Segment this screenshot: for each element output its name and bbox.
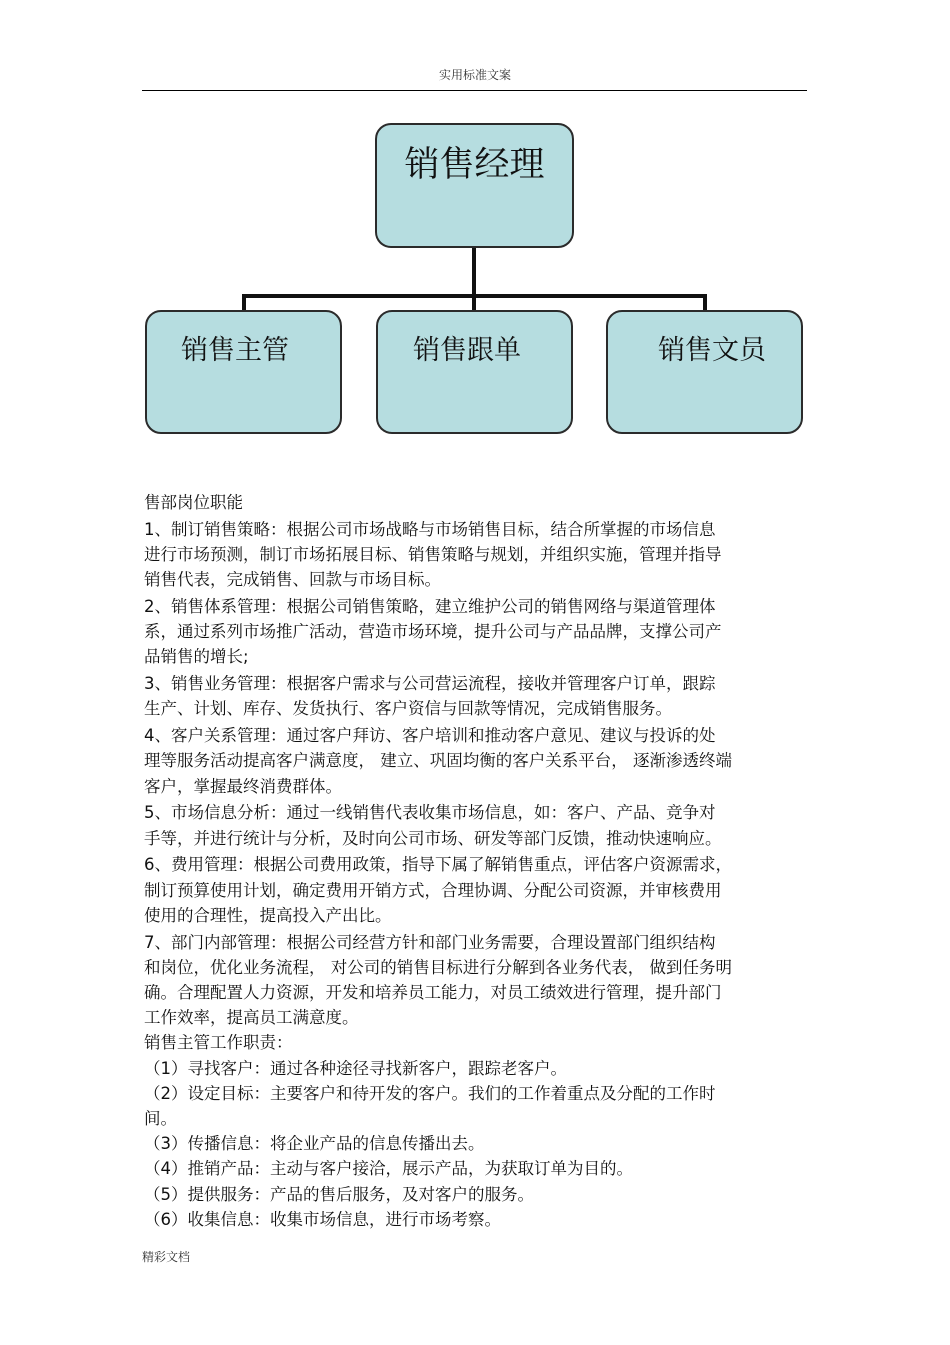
duty-line: 系，通过系列市场推广活动，营造市场环境，提升公司与产品品牌，支撑公司产 [144, 622, 722, 642]
duty-item [144, 800, 809, 850]
org-root-label: 销售经理 [404, 145, 545, 185]
duty-line: 手等，并进行统计与分析，及时向公司市场、研发等部门反馈，推动快速响应。 [144, 828, 722, 848]
duty-line: 销售代表，完成销售、回款与市场目标。 [144, 570, 441, 590]
duty-item [144, 671, 809, 721]
connector-vertical-root [472, 248, 476, 296]
org-box-sales-clerk [606, 310, 803, 434]
supervisor-title: 销售主管工作职责： [144, 1033, 293, 1053]
org-box-root [375, 123, 574, 248]
org-child-label-3: 销售文员 [658, 335, 766, 366]
duty-item [144, 852, 809, 928]
duty-line: 和岗位，优化业务流程， 对公司的销售目标进行分解到各业务代表， 做到任务明 [144, 957, 732, 977]
page-footer-text: 精彩文档 [142, 1250, 191, 1264]
org-box-sales-followup [376, 310, 573, 434]
connector-vertical-right [703, 294, 707, 311]
org-child-label-1: 销售主管 [181, 335, 289, 366]
duty-line: 客户，掌握最终消费群体。 [144, 776, 342, 796]
duty-line: 7、部门内部管理：根据公司经营方针和部门业务需要，合理设置部门组织结构 [144, 932, 716, 952]
duty-line: 使用的合理性，提高投入产出比。 [144, 905, 392, 925]
duty-line: 5、市场信息分析：通过一线销售代表收集市场信息，如：客户、产品、竞争对 [144, 803, 716, 823]
duty-line: 工作效率，提高员工满意度。 [144, 1008, 359, 1028]
org-child-label-2: 销售跟单 [413, 335, 521, 366]
duty-line: 理等服务活动提高客户满意度， 建立、巩固均衡的客户关系平台， 逐渐渗透终端 [144, 751, 732, 771]
page-header-title: 实用标准文案 [438, 68, 511, 82]
duty-line: 品销售的增长; [144, 647, 249, 667]
supervisor-item: （4）推销产品：主动与客户接洽，展示产品，为获取订单为目的。 [144, 1159, 633, 1179]
duty-line: 进行市场预测，制订市场拓展目标、销售策略与规划，并组织实施，管理并指导 [144, 545, 722, 564]
duty-item [144, 594, 809, 670]
duty-line: 3、销售业务管理：根据客户需求与公司营运流程，接收并管理客户订单，跟踪 [144, 674, 716, 694]
connector-vertical-left [242, 294, 246, 311]
supervisor-item: （6）收集信息：收集市场信息，进行市场考察。 [144, 1209, 501, 1229]
org-chart [0, 0, 950, 470]
supervisor-item: （3）传播信息：将企业产品的信息传播出去。 [144, 1134, 485, 1154]
supervisor-item: （1）寻找客户：通过各种途径寻找新客户，跟踪老客户。 [144, 1058, 567, 1078]
connector-vertical-middle [472, 294, 476, 311]
duty-item [144, 723, 809, 799]
duty-line: 1、制订销售策略：根据公司市场战略与市场销售目标，结合所掌握的市场信息 [144, 519, 716, 539]
duty-line: 6、费用管理：根据公司费用政策，指导下属了解销售重点，评估客户资源需求， [144, 855, 732, 875]
supervisor-item: （2）设定目标：主要客户和待开发的客户。我们的工作着重点及分配的工作时 [144, 1083, 716, 1103]
body-text [144, 490, 809, 1232]
duty-line: 4、客户关系管理：通过客户拜访、客户培训和推动客户意见、建议与投诉的处 [144, 726, 716, 746]
duty-item [144, 517, 809, 593]
supervisor-item-continuation: 间。 [144, 1109, 177, 1129]
duty-line: 确。合理配置人力资源，开发和培养员工能力，对员工绩效进行管理，提升部门 [144, 983, 722, 1003]
section-title: 售部岗位职能 [144, 493, 243, 512]
duty-line: 生产、计划、库存、发货执行、客户资信与回款等情况，完成销售服务。 [144, 699, 672, 719]
duty-line: 2、销售体系管理：根据公司销售策略，建立维护公司的销售网络与渠道管理体 [144, 597, 716, 616]
supervisor-item: （5）提供服务：产品的售后服务，及对客户的服务。 [144, 1184, 534, 1204]
duty-item [144, 930, 809, 1031]
org-box-sales-supervisor [145, 310, 342, 434]
duty-line: 制订预算使用计划，确定费用开销方式，合理协调、分配公司资源，并审核费用 [144, 880, 722, 900]
